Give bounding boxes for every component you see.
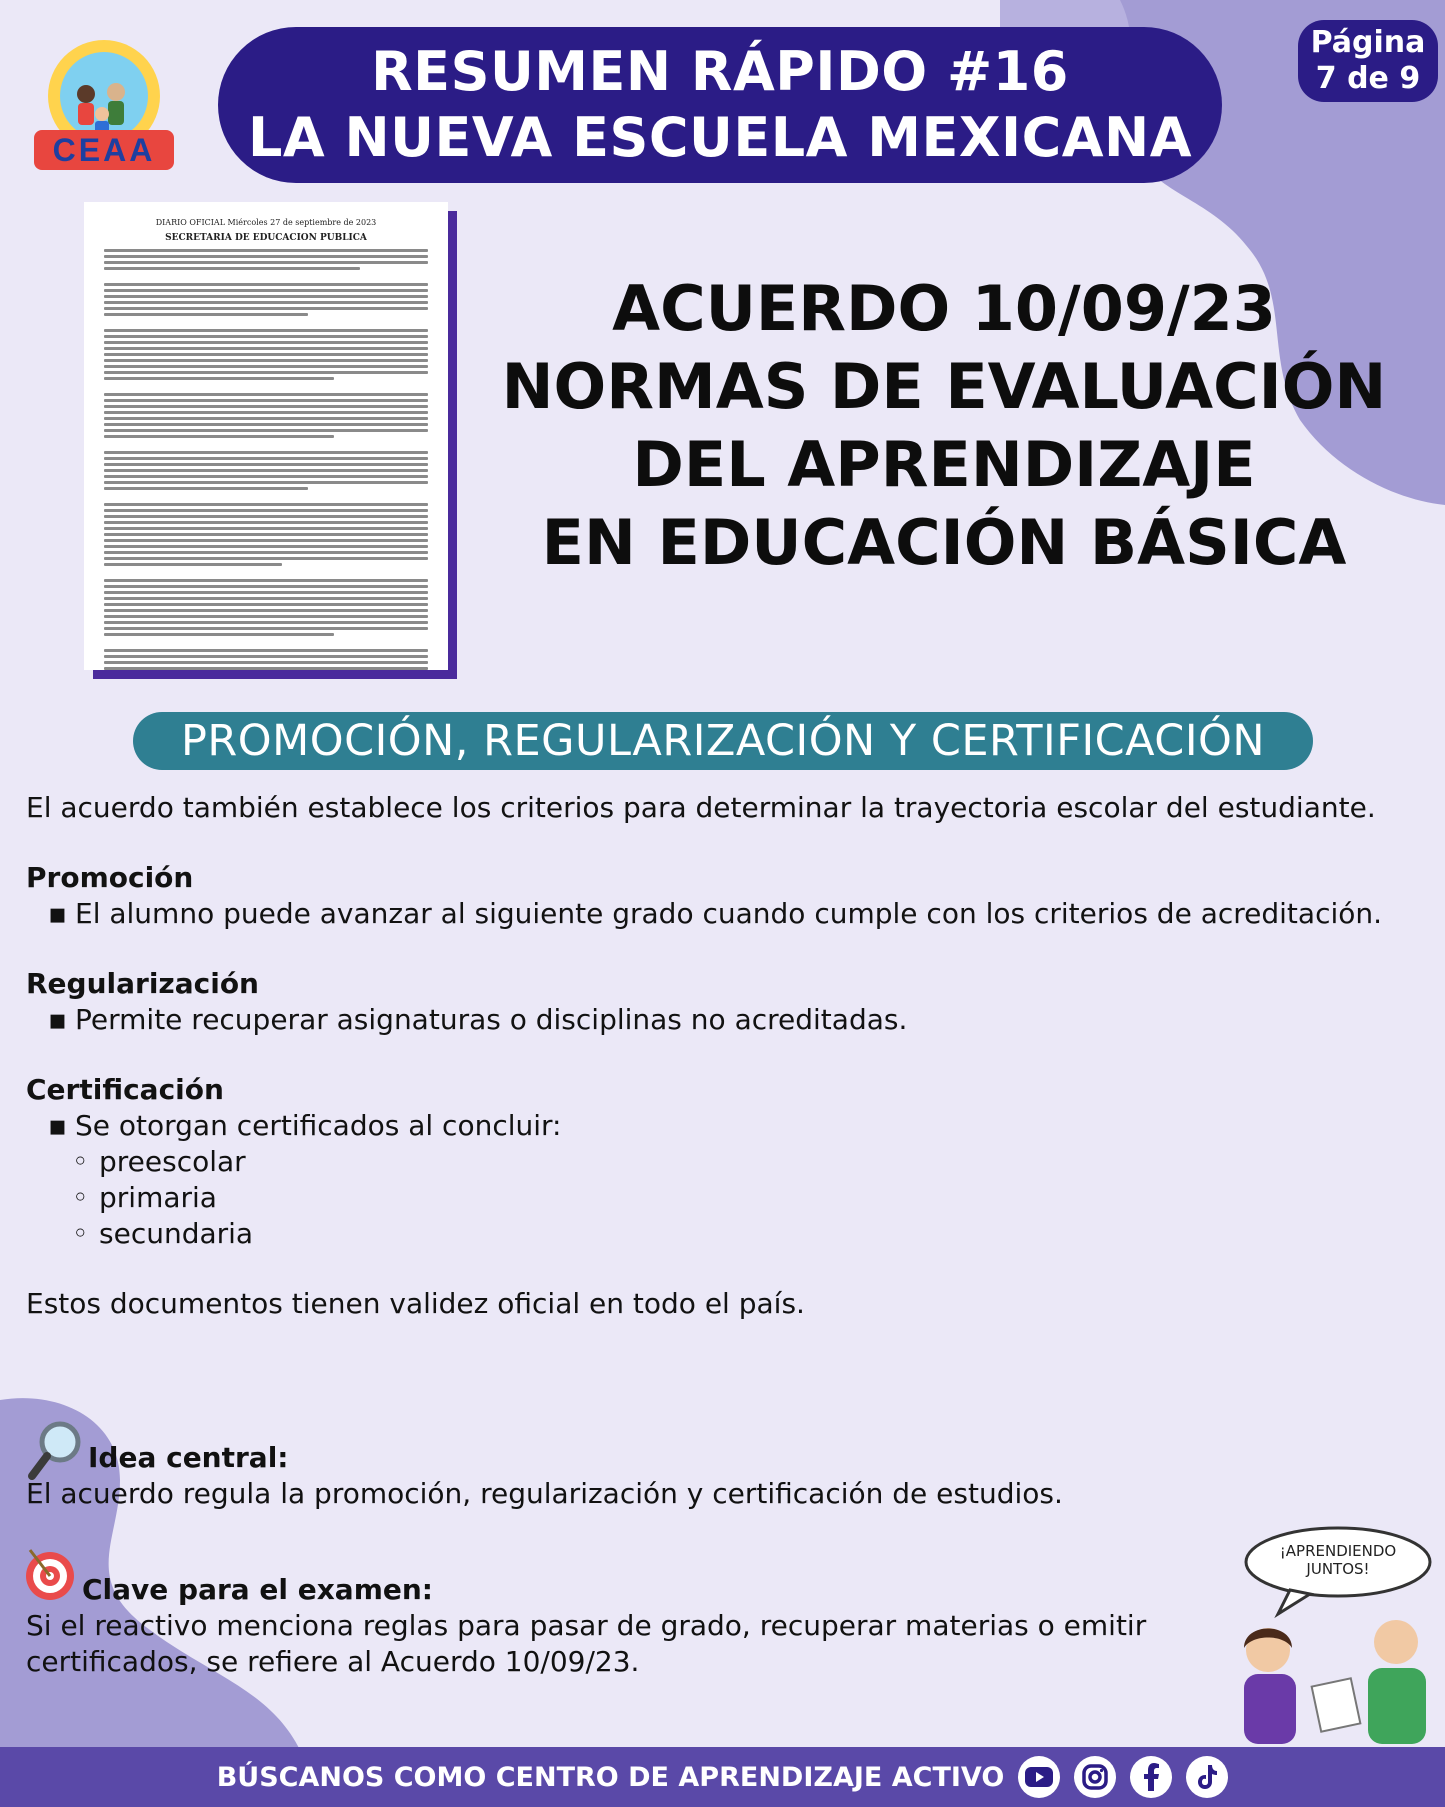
document-text-line [104, 661, 428, 664]
bullet-square-icon: ▪ [48, 1109, 67, 1142]
regularizacion-bullet [26, 1002, 1418, 1038]
clave-examen-block [26, 1572, 1246, 1680]
document-text-line [104, 313, 308, 316]
document-text-line [104, 487, 308, 490]
document-text-line [104, 289, 428, 292]
document-text-line [104, 435, 334, 438]
document-text-line [104, 649, 428, 652]
document-text-line [104, 609, 428, 612]
document-header: DIARIO OFICIAL Miércoles 27 de septiembre de 2023 [155, 218, 377, 227]
promocion-text: El alumno puede avanzar al siguiente grado cuando cumple con los criterios de acreditación. [75, 897, 1383, 930]
document-text-line [104, 411, 428, 414]
clave-examen-heading: Clave para el examen: [82, 1573, 433, 1606]
bullet-circle-icon: ◦ [72, 1181, 89, 1214]
document-text-line [104, 335, 428, 338]
idea-central-block [26, 1440, 1226, 1512]
document-text-line [104, 393, 428, 396]
speech-bubble-line1: ¡APRENDIENDO [1279, 1542, 1397, 1560]
regularizacion-text: Permite recuperar asignaturas o disciplinas no acreditadas. [75, 1003, 908, 1036]
document-text-line [104, 451, 428, 454]
document-text-line [104, 261, 428, 264]
document-title: SECRETARIA DE EDUCACION PUBLICA [165, 233, 367, 243]
document-text-line [104, 563, 282, 566]
document-text-line [104, 551, 428, 554]
ceaa-logo [24, 34, 184, 174]
document-text-line [104, 307, 428, 310]
document-text-line [104, 417, 428, 420]
document-text-line [104, 579, 428, 582]
document-text-line [104, 295, 428, 298]
body-content [26, 790, 1418, 1322]
document-text-line [104, 347, 428, 350]
document-text-line [104, 353, 428, 356]
document-text-line [104, 655, 428, 658]
logo-text: CEAA [52, 132, 156, 168]
section-title: PROMOCIÓN, REGULARIZACIÓN Y CERTIFICACIÓN [133, 712, 1313, 770]
document-text-line [104, 603, 428, 606]
page-label: Página [1310, 25, 1426, 60]
header-title-line2: LA NUEVA ESCUELA MEXICANA [247, 106, 1193, 169]
level-item: ◦ primaria [72, 1181, 217, 1214]
document-text-line [104, 515, 428, 518]
characters-illustration [1228, 1522, 1438, 1744]
document-text-line [104, 557, 428, 560]
bullet-circle-icon: ◦ [72, 1145, 89, 1178]
document-text-line [104, 509, 428, 512]
document-text-line [104, 621, 428, 624]
instagram-icon[interactable] [1074, 1756, 1116, 1798]
bullet-square-icon: ▪ [48, 897, 67, 930]
document-text-line [104, 301, 428, 304]
document-text-line [104, 341, 428, 344]
tiktok-icon[interactable] [1186, 1756, 1228, 1798]
idea-central-text: El acuerdo regula la promoción, regularización y certificación de estudios. [26, 1477, 1063, 1510]
bullet-square-icon: ▪ [48, 1003, 67, 1036]
intro-paragraph: El acuerdo también establece los criterios para determinar la trayectoria escolar del estudiante. [26, 791, 1376, 824]
promocion-bullet [26, 896, 1418, 932]
document-text-line [104, 633, 334, 636]
certificacion-text: Se otorgan certificados al concluir: [75, 1109, 562, 1142]
clave-examen-text: Si el reactivo menciona reglas para pasar de grado, recuperar materias o emitir certificados, se refiere al Acuerdo 10/09/23. [26, 1609, 1147, 1678]
document-text-line [104, 585, 428, 588]
document-text-line [104, 405, 428, 408]
page-number: 7 de 9 [1315, 61, 1421, 96]
header-banner [218, 27, 1222, 183]
document-text-line [104, 615, 428, 618]
document-text-line [104, 527, 428, 530]
document-text-line [104, 545, 428, 548]
document-thumbnail [84, 202, 448, 670]
idea-central-heading: Idea central: [88, 1441, 289, 1474]
certificacion-bullet [26, 1108, 1418, 1144]
document-text-line [104, 627, 428, 630]
speech-bubble-line2: JUNTOS! [1306, 1560, 1370, 1578]
document-text-line [104, 469, 428, 472]
header-title-line1: RESUMEN RÁPIDO #16 [371, 40, 1069, 103]
page-indicator-badge [1298, 20, 1438, 102]
footer-bar [0, 1747, 1445, 1807]
main-title [500, 270, 1388, 582]
main-title-line1: ACUERDO 10/09/23 [612, 272, 1276, 345]
closing-paragraph: Estos documentos tienen validez oficial en todo el país. [26, 1287, 805, 1320]
facebook-icon[interactable] [1130, 1756, 1172, 1798]
document-text-line [104, 365, 428, 368]
document-text-line [104, 377, 334, 380]
level-item: ◦ secundaria [72, 1217, 254, 1250]
bullet-circle-icon: ◦ [72, 1217, 89, 1250]
footer-text: BÚSCANOS COMO CENTRO DE APRENDIZAJE ACTIVO [216, 1761, 1005, 1793]
document-text-line [104, 591, 428, 594]
document-text-line [104, 359, 428, 362]
document-text-line [104, 597, 428, 600]
main-title-line3: DEL APRENDIZAJE [632, 428, 1256, 501]
magnifying-glass-icon [26, 1418, 86, 1484]
document-text-line [104, 371, 428, 374]
document-text-line [104, 667, 428, 670]
document-text-line [104, 463, 428, 466]
document-text-line [104, 457, 428, 460]
document-text-line [104, 481, 428, 484]
main-title-line4: EN EDUCACIÓN BÁSICA [541, 506, 1347, 579]
certificacion-heading: Certificación [26, 1073, 224, 1106]
document-text-lines [104, 249, 428, 670]
document-text-line [104, 423, 428, 426]
document-text-line [104, 283, 428, 286]
document-text-line [104, 539, 428, 542]
document-text-line [104, 429, 428, 432]
document-text-line [104, 329, 428, 332]
promocion-heading: Promoción [26, 861, 194, 894]
document-text-line [104, 267, 360, 270]
document-text-line [104, 249, 428, 252]
youtube-icon[interactable] [1018, 1756, 1060, 1798]
main-title-line2: NORMAS DE EVALUACIÓN [501, 350, 1387, 423]
document-text-line [104, 533, 428, 536]
document-text-line [104, 521, 428, 524]
level-item: ◦ preescolar [72, 1145, 246, 1178]
document-text-line [104, 255, 428, 258]
regularizacion-heading: Regularización [26, 967, 259, 1000]
target-icon [20, 1544, 78, 1602]
document-text-line [104, 399, 428, 402]
document-text-line [104, 503, 428, 506]
document-text-line [104, 475, 428, 478]
